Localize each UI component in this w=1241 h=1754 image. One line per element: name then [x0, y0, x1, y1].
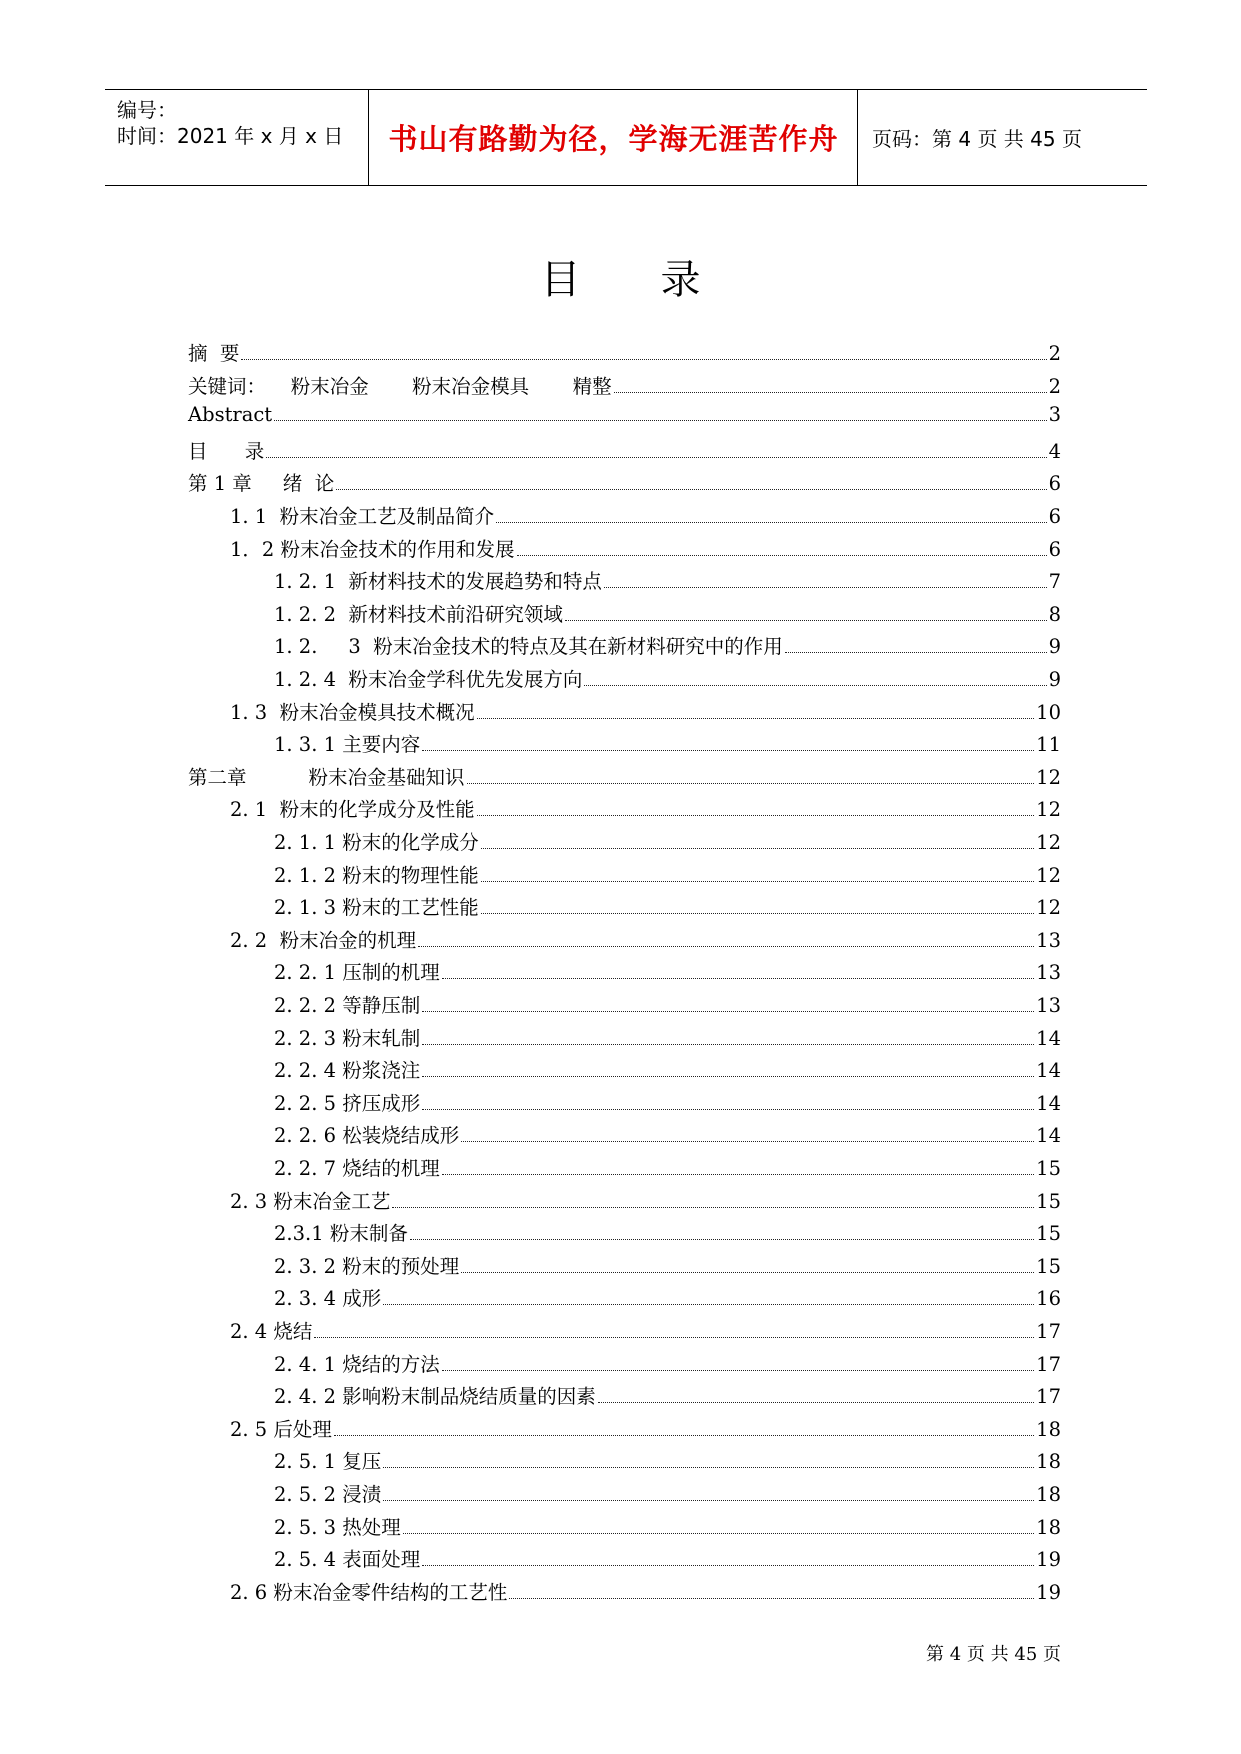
toc-entry-page: 10	[1036, 700, 1061, 724]
toc-leader-dots	[477, 717, 1035, 719]
toc-entry-page: 4	[1048, 439, 1061, 463]
toc-entry-page: 8	[1048, 602, 1061, 626]
toc-entry-page: 6	[1048, 505, 1061, 528]
toc-entry[interactable]	[274, 827, 1061, 857]
toc-entry[interactable]	[230, 1316, 1061, 1346]
toc-entry[interactable]	[274, 1479, 1061, 1509]
toc-entry-title: 1. 3 粉末冶金模具技术概况	[230, 700, 475, 724]
toc-leader-dots	[241, 358, 1046, 360]
toc-title: 目录	[540, 257, 781, 303]
toc-entry-title: 2. 6 粉末冶金零件结构的工艺性	[230, 1580, 508, 1604]
toc-entry-page: 14	[1036, 1026, 1061, 1050]
toc-entry[interactable]	[274, 1544, 1061, 1574]
toc-entry[interactable]	[274, 957, 1061, 987]
toc-entry-title: 摘 要	[188, 342, 240, 365]
toc-leader-dots	[383, 1499, 1034, 1501]
toc-entry[interactable]	[274, 599, 1061, 629]
toc-leader-dots	[584, 684, 1046, 686]
toc-entry[interactable]	[274, 1381, 1061, 1411]
toc-entry-title: 2. 2. 4 粉浆浇注	[274, 1059, 421, 1083]
toc-leader-dots	[383, 1466, 1034, 1468]
toc-entry[interactable]	[274, 1218, 1061, 1248]
page-header	[105, 89, 1147, 186]
toc-entry[interactable]	[188, 436, 1061, 466]
toc-entry-title: 1. 2. 1 新材料技术的发展趋势和特点	[274, 570, 602, 594]
toc-leader-dots	[614, 391, 1047, 393]
toc-entry-page: 9	[1048, 668, 1061, 691]
toc-entry[interactable]	[274, 1283, 1061, 1313]
toc-entry[interactable]	[188, 371, 1061, 401]
toc-entry[interactable]	[230, 925, 1061, 955]
toc-leader-dots	[314, 1336, 1034, 1338]
toc-entry-title: 1. 2. 2 新材料技术前沿研究领域	[274, 602, 563, 626]
toc-leader-dots	[392, 1206, 1034, 1208]
toc-leader-dots	[565, 619, 1047, 621]
toc-entry-title: 2. 2. 2 等静压制	[274, 994, 421, 1017]
toc-entry[interactable]	[230, 1577, 1061, 1607]
toc-entry[interactable]	[230, 534, 1061, 564]
toc-entry-title: 2. 5. 4 表面处理	[274, 1548, 421, 1572]
toc-leader-dots	[266, 456, 1046, 458]
toc-entry-title: 2. 4 烧结	[230, 1320, 313, 1343]
toc-entry-title: 2. 4. 2 影响粉末制品烧结质量的因素	[274, 1385, 596, 1409]
toc-entry-page: 6	[1048, 472, 1061, 496]
header-page-info: 页码：第 4 页 共 45 页	[872, 127, 1082, 151]
toc-entry[interactable]	[274, 892, 1061, 922]
toc-leader-dots	[598, 1401, 1034, 1403]
toc-entry-title: 2.3.1 粉末制备	[274, 1222, 408, 1246]
toc-leader-dots	[481, 912, 1034, 914]
toc-leader-dots	[336, 488, 1046, 490]
toc-entry[interactable]	[274, 1023, 1061, 1053]
toc-entry-page: 11	[1036, 733, 1061, 757]
toc-entry-title: 2. 2. 3 粉末轧制	[274, 1026, 421, 1050]
toc-entry-page: 18	[1036, 1483, 1061, 1506]
toc-leader-dots	[481, 847, 1034, 849]
toc-leader-dots	[496, 521, 1046, 523]
toc-entry-page: 15	[1036, 1189, 1061, 1213]
document-time-label: 时间：2021 年 x 月 x 日	[117, 124, 344, 148]
toc-entry[interactable]	[230, 501, 1061, 531]
toc-entry[interactable]	[274, 1088, 1061, 1118]
toc-entry[interactable]	[274, 566, 1061, 596]
toc-leader-dots	[410, 1238, 1034, 1240]
toc-entry-title: 2. 4. 1 烧结的方法	[274, 1352, 440, 1376]
toc-entry-title: 2. 2 粉末冶金的机理	[230, 928, 417, 952]
toc-entry-page: 7	[1048, 570, 1061, 594]
toc-entry-title: 2. 5. 1 复压	[274, 1450, 382, 1474]
toc-leader-dots	[422, 1010, 1034, 1012]
toc-entry-title: Abstract	[188, 403, 273, 427]
toc-entry-page: 12	[1036, 798, 1061, 822]
toc-entry-page: 3	[1048, 403, 1061, 427]
toc-entry[interactable]	[188, 403, 1061, 433]
toc-entry[interactable]	[274, 1512, 1061, 1542]
toc-entry[interactable]	[274, 1251, 1061, 1281]
toc-entry[interactable]	[230, 697, 1061, 727]
toc-entry-title: 2. 2. 1 压制的机理	[274, 961, 440, 985]
toc-entry-page: 14	[1036, 1124, 1061, 1148]
toc-leader-dots	[422, 749, 1034, 751]
toc-entry-title: 2. 3 粉末冶金工艺	[230, 1189, 391, 1213]
toc-entry[interactable]	[274, 860, 1061, 890]
toc-entry-page: 2	[1048, 342, 1061, 365]
toc-entry-page: 18	[1036, 1450, 1061, 1474]
toc-entry-page: 17	[1036, 1352, 1061, 1376]
toc-entry-page: 15	[1036, 1157, 1061, 1180]
toc-entry[interactable]	[188, 762, 1061, 792]
toc-entry-page: 6	[1048, 537, 1061, 561]
toc-entry-page: 13	[1036, 994, 1061, 1017]
header-motto: 书山有路勤为径，学海无涯苦作舟	[370, 90, 858, 185]
toc-entry[interactable]	[188, 468, 1061, 498]
toc-leader-dots	[383, 1303, 1034, 1305]
toc-entry-title: 关键词： 粉末冶金 粉末冶金模具 精整	[188, 374, 612, 398]
toc-entry-page: 17	[1036, 1320, 1061, 1343]
toc-entry-page: 14	[1036, 1059, 1061, 1083]
toc-leader-dots	[274, 419, 1046, 421]
toc-entry[interactable]	[274, 664, 1061, 694]
toc-leader-dots	[442, 1369, 1034, 1371]
toc-entry-title: 1. 2. 4 粉末冶金学科优先发展方向	[274, 668, 583, 691]
toc-entry-title: 2. 1. 1 粉末的化学成分	[274, 831, 479, 854]
toc-entry[interactable]	[188, 338, 1061, 368]
toc-entry-page: 18	[1036, 1515, 1061, 1539]
toc-entry-title: 2. 5. 2 浸渍	[274, 1483, 382, 1506]
toc-entry-title: 2. 2. 7 烧结的机理	[274, 1157, 440, 1180]
toc-leader-dots	[604, 586, 1047, 588]
toc-entry[interactable]	[230, 1414, 1061, 1444]
toc-entry-page: 13	[1036, 928, 1061, 952]
toc-entry[interactable]	[274, 1349, 1061, 1379]
toc-leader-dots	[334, 1434, 1034, 1436]
toc-leader-dots	[481, 880, 1034, 882]
toc-entry-page: 2	[1048, 374, 1061, 398]
toc-leader-dots	[442, 1173, 1034, 1175]
toc-entry-title: 2. 3. 4 成形	[274, 1287, 382, 1311]
toc-entry-page: 12	[1036, 831, 1061, 854]
toc-entry-page: 19	[1036, 1580, 1061, 1604]
toc-entry-page: 19	[1036, 1548, 1061, 1572]
toc-entry[interactable]	[274, 1446, 1061, 1476]
toc-entry-page: 15	[1036, 1222, 1061, 1246]
toc-entry-page: 9	[1048, 635, 1061, 659]
toc-entry-title: 2. 3. 2 粉末的预处理	[274, 1254, 460, 1278]
toc-entry[interactable]	[230, 794, 1061, 824]
toc-entry-title: 目 录	[188, 439, 265, 463]
toc-entry-title: 2. 1. 2 粉末的物理性能	[274, 863, 479, 887]
toc-leader-dots	[477, 814, 1035, 816]
toc-entry-page: 17	[1036, 1385, 1061, 1409]
toc-entry-title: 1. 1 粉末冶金工艺及制品简介	[230, 505, 495, 528]
toc-entry-title: 第 1 章 绪 论	[188, 472, 335, 496]
toc-entry-page: 18	[1036, 1417, 1061, 1441]
toc-entry-page: 12	[1036, 896, 1061, 920]
toc-entry-title: 第二章 粉末冶金基础知识	[188, 765, 465, 789]
toc-leader-dots	[422, 1564, 1034, 1566]
toc-leader-dots	[422, 1075, 1034, 1077]
toc-entry[interactable]	[274, 990, 1061, 1020]
toc-entry-page: 16	[1036, 1287, 1061, 1311]
toc-entry-page: 12	[1036, 863, 1061, 887]
toc-leader-dots	[418, 945, 1034, 947]
toc-entry[interactable]	[274, 1153, 1061, 1183]
document-number-label: 编号：	[117, 98, 177, 122]
toc-entry[interactable]	[230, 1186, 1061, 1216]
toc-entry-title: 1．2 粉末冶金技术的作用和发展	[230, 537, 515, 561]
toc-leader-dots	[461, 1140, 1034, 1142]
toc-leader-dots	[517, 554, 1047, 556]
toc-leader-dots	[509, 1597, 1034, 1599]
toc-entry-page: 15	[1036, 1254, 1061, 1278]
toc-entry-title: 2. 1. 3 粉末的工艺性能	[274, 896, 479, 920]
toc-entry-page: 12	[1036, 765, 1061, 789]
toc-leader-dots	[785, 651, 1047, 653]
toc-entry-title: 2. 1 粉末的化学成分及性能	[230, 798, 475, 822]
toc-entry-page: 14	[1036, 1091, 1061, 1115]
toc-leader-dots	[422, 1108, 1034, 1110]
toc-entry[interactable]	[274, 631, 1061, 661]
toc-leader-dots	[422, 1043, 1034, 1045]
toc-entry-page: 13	[1036, 961, 1061, 985]
toc-entry-title: 2. 5. 3 热处理	[274, 1515, 401, 1539]
toc-entry-title: 2. 2. 6 松装烧结成形	[274, 1124, 460, 1148]
toc-entry-title: 1. 2. 3 粉末冶金技术的特点及其在新材料研究中的作用	[274, 635, 783, 659]
toc-entry[interactable]	[274, 729, 1061, 759]
toc-leader-dots	[442, 977, 1034, 979]
toc-entry[interactable]	[274, 1055, 1061, 1085]
toc-entry-title: 2. 5 后处理	[230, 1417, 332, 1441]
header-meta	[105, 90, 369, 185]
toc-leader-dots	[467, 782, 1035, 784]
page-footer: 第 4 页 共 45 页	[926, 1644, 1061, 1665]
toc-entry-title: 2. 2. 5 挤压成形	[274, 1091, 421, 1115]
toc-entry-title: 1. 3. 1 主要内容	[274, 733, 421, 757]
toc-entry[interactable]	[274, 1120, 1061, 1150]
toc-leader-dots	[461, 1271, 1034, 1273]
toc-leader-dots	[403, 1532, 1034, 1534]
